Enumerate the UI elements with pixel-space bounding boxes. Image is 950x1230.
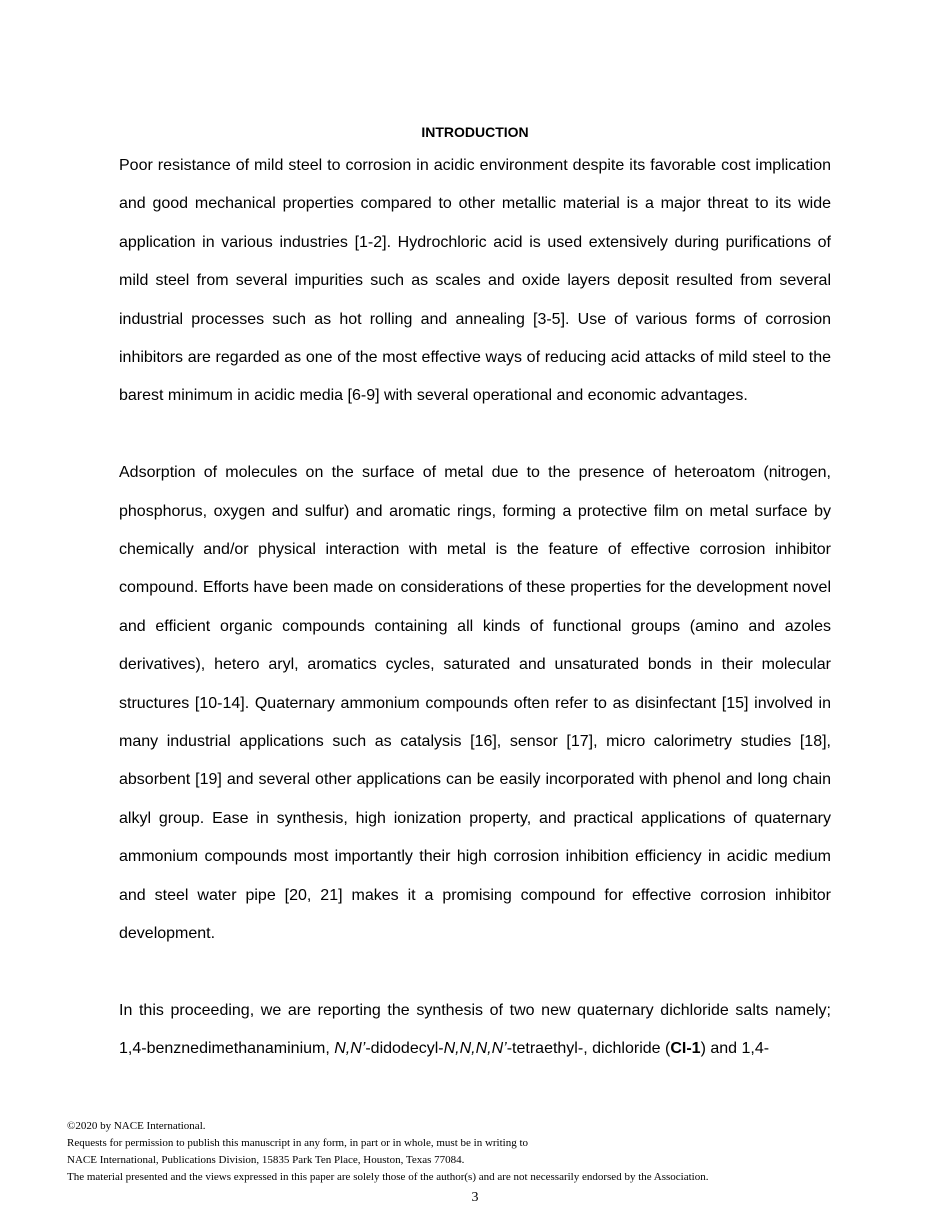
paragraph-3 bbox=[119, 992, 831, 1069]
disclaimer: The material presented and the views expressed in this paper are solely those of the author(s) and are not necessarily endorsed by the Association. bbox=[67, 1171, 709, 1183]
copyright-notice: ©2020 by NACE International. bbox=[67, 1120, 206, 1132]
permission-address: NACE International, Publications Division, 15835 Park Ten Place, Houston, Texas 77084. bbox=[67, 1154, 465, 1166]
paragraph-1: Poor resistance of mild steel to corrosion in acidic environment despite its favorable cost implication and good mechanical properties compared to other metallic material is a major threat to its wide application in various industries [1-2]. Hydrochloric acid is used extensively during purifications of mild steel from several impurities such as scales and oxide layers deposit resulted from several industrial processes such as hot rolling and annealing [3-5]. Use of various forms of corrosion inhibitors are regarded as one of the most effective ways of reducing acid attacks of mild steel to the barest minimum in acidic media [6-9] with several operational and economic advantages. bbox=[119, 157, 831, 405]
compound-notation: N,N’ bbox=[334, 1040, 366, 1058]
paragraph-2: Adsorption of molecules on the surface of metal due to the presence of heteroatom (nitrogen, phosphorus, oxygen and sulfur) and aromatic rings, forming a protective film on metal surface by chemically and/or physical interaction with metal is the feature of effective corrosion inhibitor compound. Efforts have been made on considerations of these properties for the development novel and efficient organic compounds containing all kinds of functional groups (amino and azoles derivatives), hetero aryl, aromatics cycles, saturated and unsaturated bonds in their molecular structures [10-14]. Quaternary ammonium compounds often refer to as disinfectant [15] involved in many industrial applications such as catalysis [16], sensor [17], micro calorimetry studies [18], absorbent [19] and several other applications can be easily incorporated with phenol and long chain alkyl group. Ease in synthesis, high ionization property, and practical applications of quaternary ammonium compounds most importantly their high corrosion inhibition efficiency in acidic medium and steel water pipe [20, 21] makes it a promising compound for effective corrosion inhibitor development. bbox=[119, 464, 831, 943]
section-heading: INTRODUCTION bbox=[421, 124, 529, 140]
compound-label: CI-1 bbox=[670, 1040, 701, 1058]
body-text bbox=[119, 147, 831, 1107]
paragraph-3-text: ) and 1,4- bbox=[700, 1040, 770, 1058]
page-number: 3 bbox=[471, 1190, 479, 1205]
paragraph-3-text: -didodecyl- bbox=[365, 1040, 444, 1058]
permission-notice: Requests for permission to publish this manuscript in any form, in part or in whole, must be in writing to bbox=[67, 1137, 529, 1149]
paragraph-3-text: -tetraethyl-, dichloride ( bbox=[506, 1040, 671, 1058]
footer bbox=[67, 1118, 887, 1186]
compound-notation: N,N,N,N’ bbox=[443, 1040, 507, 1058]
paragraph-3-text: In this proceeding, we are reporting the synthesis of two new quaternary dichloride salts namely; 1,4-benznedimethanaminium, bbox=[119, 1001, 831, 1058]
